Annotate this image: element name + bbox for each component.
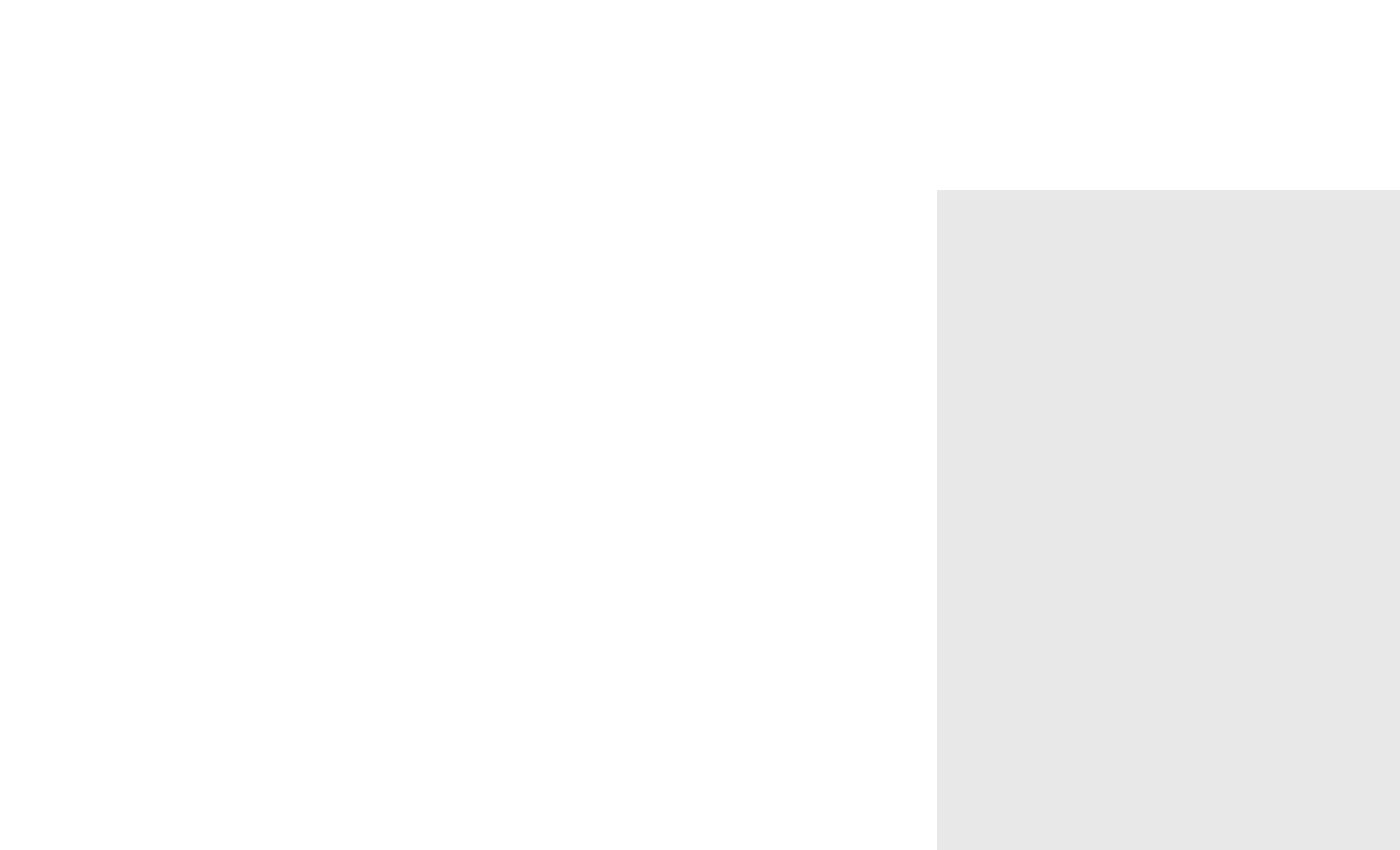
gray-panel (937, 190, 1400, 850)
column-3 (960, 0, 1350, 46)
